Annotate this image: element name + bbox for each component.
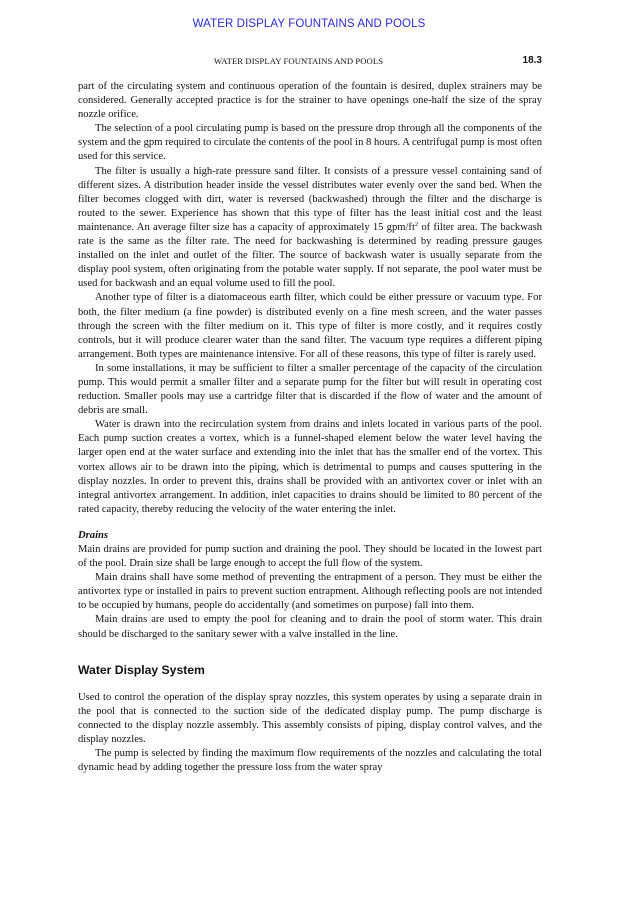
- paragraph-display-system: Used to control the operation of the display spray nozzles, this system operates by using a separate drain in the pool that is connected to the suction side of the dedicated display pump. The pump discharge is connected to the display nozzle assembly. This assembly consists of piping, display control valves, and the display nozzles.: [78, 691, 542, 745]
- paragraph-strainer: part of the circulating system and continuous operation of the fountain is desired, duplex strainers may be considered. Generally accepted practice is for the strainer to have openings one-half the size of the spray nozzle orifice.: [78, 81, 542, 121]
- paragraph-display-pump: The pump is selected by finding the maximum flow requirements of the nozzles and calculating the total dynamic head by adding together the pressure loss from the water spray: [78, 748, 542, 774]
- paragraph-diatomaceous-filter: Another type of filter is a diatomaceous earth filter, which could be either pressure or vacuum type. For both, the filter medium (a fine powder) is distributed evenly on a fine mesh screen, and the water passes through the screen with the filter medium on it. This type of filter is more costly, and it requires costly controls, but it will produce clearer water than the sand filter. The vacuum type requires a different piping arrangement. Both types are maintenance intensive. For all of these reasons, this type of filter is rarely used.: [78, 292, 542, 360]
- paragraph-drain-entrapment: Main drains shall have some method of preventing the entrapment of a person. They must be either the antivortex type or installed in pairs to prevent suction entrapment. Although reflecting pools are not intended to be occupied by humans, people do accidentally (and sometimes on purpose) fall into them.: [78, 572, 542, 612]
- superscript-squared: 2: [414, 220, 419, 228]
- drains-heading: Drains: [78, 529, 109, 541]
- running-head-title: WATER DISPLAY FOUNTAINS AND POOLS: [214, 56, 384, 66]
- paragraph-circulating-pump: The selection of a pool circulating pump is based on the pressure drop through all the components of the system and the gpm required to circulate the contents of the pool in 8 hours. A centrifugal pump is most often used for this service.: [78, 123, 542, 163]
- document-header-title: WATER DISPLAY FOUNTAINS AND POOLS: [192, 18, 426, 30]
- water-display-system-heading: Water Display System: [78, 662, 205, 677]
- paragraph-drain-empty: Main drains are used to empty the pool for cleaning and to drain the pool of storm water. This drain should be discharged to the sanitary sewer with a valve installed in the line.: [78, 614, 542, 640]
- sand-filter-text-continued: of filter area. The backwash rate is the same as the filter rate. The need for backwashing is determined by reading pressure gauges installed on the inlet and outlet of the filter. The source of backwash water is usually separate from the display pool system, often originating from the potable water supply. If not separate, the pool water must be used for backwash and an equal volume used to fill the pool.: [78, 221, 542, 290]
- paragraph-sand-filter: [78, 165, 542, 292]
- paragraph-main-drains: Main drains are provided for pump suction and draining the pool. They should be located in the lowest part of the pool. Drain size shall be large enough to accept the full flow of the system.: [78, 544, 542, 570]
- running-head: [78, 56, 542, 70]
- page-number: 18.3: [522, 55, 542, 66]
- paragraph-partial-filtration: In some installations, it may be sufficient to filter a smaller percentage of the capacity of the circulation pump. This would permit a smaller filter and a separate pump for the filter but will result in operating cost reduction. Smaller pools may use a cartridge filter that is discarded if the flow of water and the amount of debris are small.: [78, 362, 542, 417]
- paragraph-vortex: Water is drawn into the recirculation system from drains and inlets located in various parts of the pool. Each pump suction creates a vortex, which is a funnel-shaped element below the water level having the larger open end at the water surface and extending into the inlet that has the smaller end of the vortex. This vortex allows air to be drawn into the piping, which is detrimental to pumps and causes sputtering in the display nozzles. In order to prevent this, drains shall be provided with an antivortex cover or inlet with an integral antivortex arrangement. In addition, inlet capacities to drains should be limited to 80 percent of the rated capacity, thereby reducing the velocity of the water entering the inlet.: [78, 419, 542, 515]
- sand-filter-text: The filter is usually a high-rate pressure sand filter. It consists of a pressure vessel containing sand of different sizes. A distribution header inside the vessel distributes water evenly over the sand bed. When the filter becomes clogged with dirt, water is reversed (backwashed) through the filter and the discharge is routed to the sewer. Experience has shown that this type of filter has the least initial cost and the least maintenance. An average filter size has a capacity of approximately 15 gpm/ft: [78, 165, 542, 233]
- page-body: [78, 80, 542, 775]
